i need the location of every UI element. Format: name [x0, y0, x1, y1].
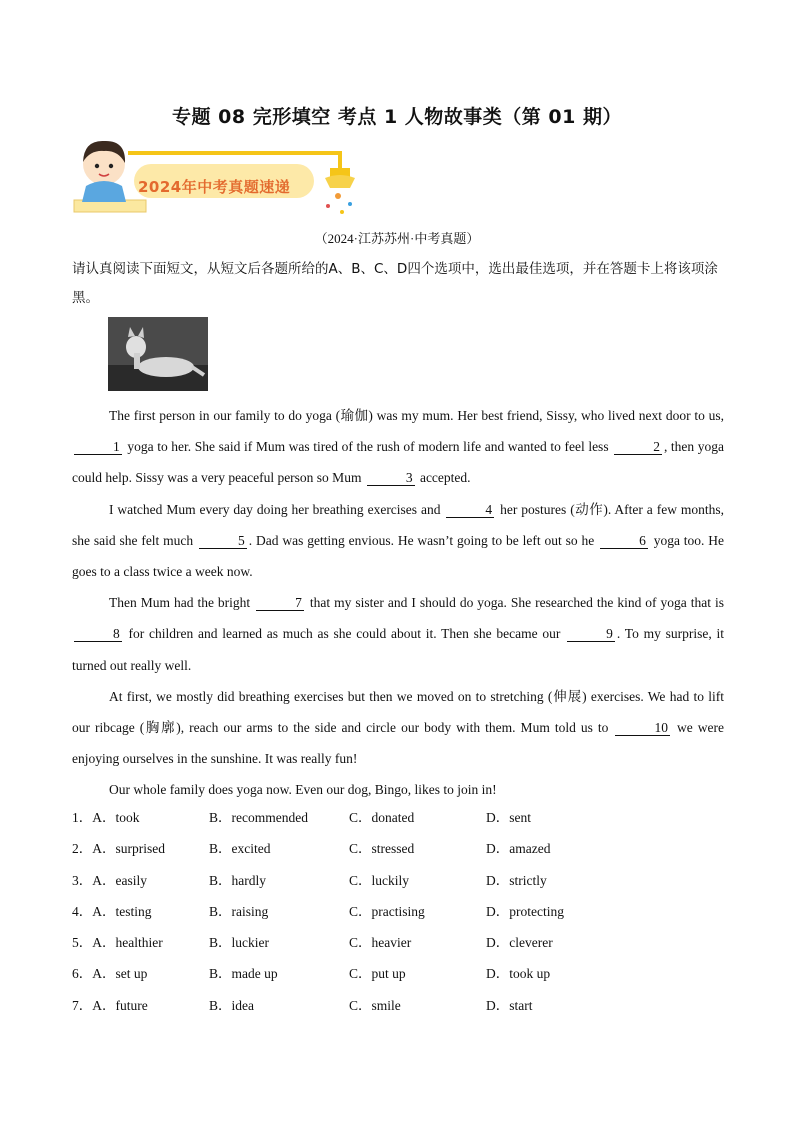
option-c: C．donated — [349, 810, 415, 825]
passage-text: The first person in our family to do yoga (瑜伽) was my mum. Her best friend, Sissy, who lived next door to us, — [109, 408, 724, 423]
option-a: 2．A．surprised — [72, 841, 165, 857]
option-d: D．sent — [486, 810, 531, 825]
question-row — [72, 866, 724, 897]
reading-passage — [72, 400, 724, 806]
option-d: D．amazed — [486, 841, 551, 857]
passage-text: I watched Mum every day doing her breathing exercises and — [109, 501, 441, 517]
passage-text: her postures (动作). After a few months, she said she felt much — [72, 501, 725, 548]
option-a: 4．A．testing — [72, 903, 152, 919]
option-d: D．cleverer — [486, 935, 553, 951]
blank-10: 10 — [615, 720, 670, 736]
page-title: 专题 08 完形填空 考点 1 人物故事类（第 01 期） — [172, 106, 622, 128]
option-a: 5．A．healthier — [72, 935, 163, 951]
question-row — [72, 803, 724, 834]
option-c: C．stressed — [349, 841, 415, 857]
option-b: B．raising — [209, 903, 269, 919]
option-a: 7．A．future — [72, 997, 148, 1013]
option-d: D．protecting — [486, 903, 564, 919]
blank-7: 7 — [256, 595, 304, 611]
option-a: 1．A．took — [72, 810, 140, 825]
option-b: B．luckier — [209, 935, 269, 951]
instructions: 请认真阅读下面短文，从短文后各题所给的A、B、C、D四个选项中，选出最佳选项，并在答题卡上将该项涂黑。 — [72, 261, 718, 306]
blank-5: 5 — [199, 533, 247, 549]
option-d: D．strictly — [486, 872, 547, 888]
passage-text: . Dad was getting envious. He wasn’t going to be left out so he — [248, 532, 595, 548]
blank-3: 3 — [367, 470, 415, 486]
option-b: B．idea — [209, 997, 254, 1013]
option-b: B．hardly — [209, 872, 266, 888]
blank-2: 2 — [614, 439, 662, 455]
question-row — [72, 991, 724, 1022]
option-b: B．excited — [209, 841, 271, 857]
passage-text: that my sister and I should do yoga. She researched the kind of yoga that is — [309, 595, 725, 611]
question-options — [72, 803, 724, 1022]
option-a: 3．A．easily — [72, 872, 147, 888]
option-c: C．luckily — [349, 872, 409, 888]
blank-1: 1 — [74, 439, 122, 455]
paragraph-1 — [72, 400, 724, 494]
option-d: D．took up — [486, 966, 551, 982]
question-row — [72, 897, 724, 928]
option-b: B．made up — [209, 966, 278, 982]
question-row — [72, 928, 724, 959]
paragraph-2 — [72, 494, 724, 588]
option-c: C．heavier — [349, 935, 412, 951]
dog-yoga-photo — [108, 317, 208, 391]
blank-4: 4 — [446, 502, 494, 518]
passage-text: Then Mum had the bright — [109, 595, 251, 611]
passage-text: accepted. — [419, 470, 471, 486]
option-c: C．practising — [349, 903, 425, 919]
paragraph-3 — [72, 587, 724, 681]
question-row — [72, 959, 724, 990]
paragraph-5: Our whole family does yoga now. Even our dog, Bingo, likes to join in! — [109, 782, 497, 798]
blank-6: 6 — [600, 533, 648, 549]
passage-text: for children and learned as much as she could about it. Then she became our — [128, 626, 561, 642]
passage-text: , then yoga could help. Sissy was a very peaceful person so Mum — [72, 439, 725, 486]
paragraph-4 — [72, 681, 724, 775]
passage-text: yoga too. He goes to a class twice a week now. — [72, 532, 725, 580]
option-b: B．recommended — [209, 810, 308, 825]
passage-text: . To my surprise, it turned out really well. — [72, 626, 725, 673]
blank-9: 9 — [567, 626, 615, 642]
passage-text: we were enjoying ourselves in the sunshine. It was really fun! — [72, 720, 725, 767]
blank-8: 8 — [74, 626, 122, 642]
banner-title: 2024年中考真题速递 — [138, 178, 291, 196]
question-row — [72, 834, 724, 865]
passage-text: At first, we mostly did breathing exercises but then we moved on to stretching (伸展) exercises. We had to lift our ribcage (胸廓), reach our arms to the side and circle our body with them. Mum told us to — [72, 688, 724, 736]
option-c: C．smile — [349, 997, 401, 1013]
option-a: 6．A．set up — [72, 966, 148, 982]
question-source: （2024·江苏苏州·中考真题） — [314, 231, 480, 246]
passage-text: yoga to her. She said if Mum was tired of the rush of modern life and wanted to feel less — [127, 439, 609, 455]
option-d: D．start — [486, 997, 533, 1013]
option-c: C．put up — [349, 966, 406, 982]
